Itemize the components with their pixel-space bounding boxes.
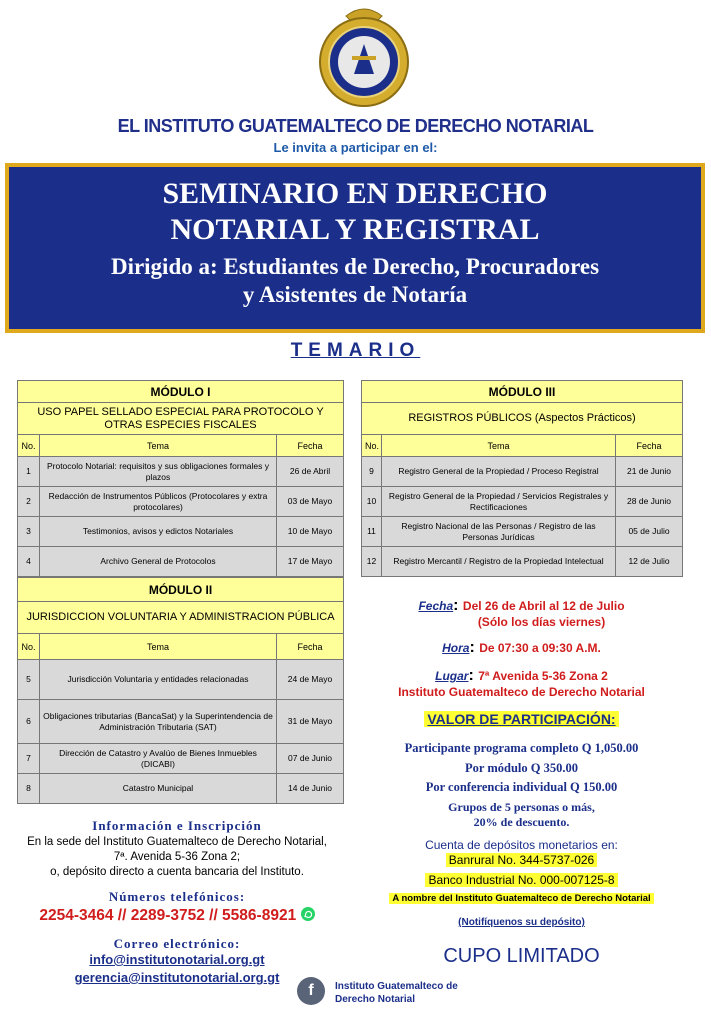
fecha-label: Fecha xyxy=(418,599,454,613)
row-tema: Registro General de la Propiedad / Servicios Registrales y Rectificaciones xyxy=(382,487,616,517)
bank-1 xyxy=(361,853,682,867)
module-title: MÓDULO III xyxy=(362,381,683,403)
lugar-label: Lugar xyxy=(435,669,469,683)
row-no: 3 xyxy=(18,517,40,547)
lugar-value: 7ª Avenida 5-36 Zona 2 xyxy=(478,669,608,683)
phones-row xyxy=(17,907,337,925)
whatsapp-icon xyxy=(301,907,315,921)
row-tema: Jurisdicción Voluntaria y entidades relacionadas xyxy=(40,660,277,700)
row-tema: Obligaciones tributarias (BancaSat) y la Superintendencia de Administración Tributaria (SAT) xyxy=(40,700,277,744)
email-2[interactable]: gerencia@institutonotarial.org.gt xyxy=(74,970,280,985)
info-title: Información e Inscripción xyxy=(92,818,262,833)
row-no: 7 xyxy=(18,744,40,774)
row-fecha: 17 de Mayo xyxy=(277,547,344,577)
email-1[interactable]: info@institutonotarial.org.gt xyxy=(89,952,265,967)
table-row xyxy=(18,744,344,774)
bank-2 xyxy=(361,873,682,887)
row-fecha: 26 de Abril xyxy=(277,457,344,487)
row-no: 12 xyxy=(362,547,382,577)
row-fecha: 03 de Mayo xyxy=(277,487,344,517)
fecha-block: Fecha: Del 26 de Abril al 12 de Julio (Sólo los días viernes) xyxy=(361,597,682,629)
price-module: Por módulo Q 350.00 xyxy=(465,761,578,775)
row-fecha: 10 de Mayo xyxy=(277,517,344,547)
table-row xyxy=(362,487,683,517)
module-subtitle: USO PAPEL SELLADO ESPECIAL PARA PROTOCOLO Y OTRAS ESPECIES FISCALES xyxy=(18,403,344,435)
lugar-place: Instituto Guatemalteco de Derecho Notarial xyxy=(398,685,645,699)
row-no: 9 xyxy=(362,457,382,487)
temario-heading: TEMARIO xyxy=(290,340,421,361)
table-row xyxy=(18,547,344,577)
row-tema: Catastro Municipal xyxy=(40,774,277,804)
banner-line-1: SEMINARIO EN DERECHO xyxy=(162,177,548,210)
module-1-table xyxy=(17,380,344,577)
row-fecha: 31 de Mayo xyxy=(277,700,344,744)
bank-holder-text: A nombre del Instituto Guatemalteco de Derecho Notarial xyxy=(389,893,653,904)
row-fecha: 24 de Mayo xyxy=(277,660,344,700)
row-tema: Protocolo Notarial: requisitos y sus obligaciones formales y plazos xyxy=(40,457,277,487)
info-line-1: En la sede del Instituto Guatemalteco de Derecho Notarial, xyxy=(27,836,327,848)
row-tema: Redacción de Instrumentos Públicos (Protocolares y extra protocolares) xyxy=(40,487,277,517)
row-tema: Testimonios, avisos y edictos Notariales xyxy=(40,517,277,547)
fecha-note: (Sólo los días viernes) xyxy=(477,615,606,629)
table-row xyxy=(362,547,683,577)
invite-text: Le invita a participar en el: xyxy=(273,140,438,155)
valor-title xyxy=(361,711,682,727)
bank-2-text: Banco Industrial No. 000-007125-8 xyxy=(425,873,617,887)
banner-line-4: y Asistentes de Notaría xyxy=(242,282,468,307)
row-fecha: 07 de Junio xyxy=(277,744,344,774)
module-subtitle: REGISTROS PÚBLICOS (Aspectos Prácticos) xyxy=(362,403,683,435)
col-fecha: Fecha xyxy=(277,634,344,660)
table-row xyxy=(362,517,683,547)
facebook-line-2: Derecho Notarial xyxy=(335,994,416,1005)
bank-1-text: Banrural No. 344-5737-026 xyxy=(446,853,597,867)
row-fecha: 21 de Junio xyxy=(616,457,683,487)
col-no: No. xyxy=(362,435,382,457)
banner-line-3: Dirigido a: Estudiantes de Derecho, Procuradores xyxy=(110,254,600,279)
col-tema: Tema xyxy=(382,435,616,457)
table-row xyxy=(18,487,344,517)
price-full: Participante programa completo Q 1,050.00 xyxy=(404,741,639,755)
groups-line-1: Grupos de 5 personas o más, xyxy=(448,800,595,814)
notify-text: (Notifíquenos su depósito) xyxy=(458,917,585,928)
row-no: 8 xyxy=(18,774,40,804)
row-no: 1 xyxy=(18,457,40,487)
cupo-limitado: CUPO LIMITADO xyxy=(443,945,600,967)
row-no: 11 xyxy=(362,517,382,547)
seminar-banner xyxy=(5,163,705,333)
row-tema: Registro Mercantil / Registro de la Propiedad Intelectual xyxy=(382,547,616,577)
row-tema: Archivo General de Protocolos xyxy=(40,547,277,577)
module-3-table xyxy=(361,380,683,577)
row-no: 10 xyxy=(362,487,382,517)
col-fecha: Fecha xyxy=(277,435,344,457)
module-2-table xyxy=(17,577,344,804)
col-fecha: Fecha xyxy=(616,435,683,457)
table-row xyxy=(18,700,344,744)
row-fecha: 12 de Julio xyxy=(616,547,683,577)
bank-holder xyxy=(361,893,682,904)
row-no: 2 xyxy=(18,487,40,517)
info-line-3: o, depósito directo a cuenta bancaria del Instituto. xyxy=(50,866,304,878)
row-no: 6 xyxy=(18,700,40,744)
info-line-2: 7ª. Avenida 5-36 Zona 2; xyxy=(113,851,241,863)
phones-text: 2254-3464 // 2289-3752 // 5586-8921 xyxy=(39,907,297,924)
row-fecha: 28 de Junio xyxy=(616,487,683,517)
banner-line-2: NOTARIAL Y REGISTRAL xyxy=(170,213,540,246)
hora-value: De 07:30 a 09:30 A.M. xyxy=(479,641,601,655)
module-title: MÓDULO II xyxy=(18,578,344,602)
facebook-line-1: Instituto Guatemalteco de xyxy=(335,981,458,992)
phones-title: Números telefónicos: xyxy=(108,889,246,904)
row-tema: Registro Nacional de las Personas / Registro de las Personas Jurídicas xyxy=(382,517,616,547)
institute-title: EL INSTITUTO GUATEMALTECO DE DERECHO NOTARIAL xyxy=(117,116,594,136)
row-no: 5 xyxy=(18,660,40,700)
col-no: No. xyxy=(18,435,40,457)
col-tema: Tema xyxy=(40,435,277,457)
row-fecha: 05 de Julio xyxy=(616,517,683,547)
hora-block: Hora: De 07:30 a 09:30 A.M. xyxy=(442,639,601,656)
price-conference: Por conferencia individual Q 150.00 xyxy=(425,780,618,794)
fecha-value: Del 26 de Abril al 12 de Julio xyxy=(462,599,625,613)
row-fecha: 14 de Junio xyxy=(277,774,344,804)
col-no: No. xyxy=(18,634,40,660)
row-tema: Dirección de Catastro y Avalúo de Bienes Inmuebles (DICABI) xyxy=(40,744,277,774)
module-subtitle: JURISDICCION VOLUNTARIA Y ADMINISTRACION PÚBLICA xyxy=(18,602,344,634)
table-row xyxy=(18,457,344,487)
table-row xyxy=(18,660,344,700)
row-no: 4 xyxy=(18,547,40,577)
row-tema: Registro General de la Propiedad / Proceso Registral xyxy=(382,457,616,487)
lugar-block: Lugar: 7ª Avenida 5-36 Zona 2 Instituto Guatemalteco de Derecho Notarial xyxy=(361,667,682,699)
facebook-label xyxy=(335,980,535,1006)
email-title: Correo electrónico: xyxy=(113,936,241,951)
table-row xyxy=(18,517,344,547)
valor-title-text: VALOR DE PARTICIPACIÓN: xyxy=(424,711,618,727)
hora-label: Hora xyxy=(442,641,470,655)
groups-line-2: 20% de descuento. xyxy=(473,815,570,829)
module-title: MÓDULO I xyxy=(18,381,344,403)
table-row xyxy=(362,457,683,487)
cuenta-text: Cuenta de depósitos monetarios en: xyxy=(425,838,618,852)
institute-seal-logo xyxy=(316,4,412,110)
table-row xyxy=(18,774,344,804)
facebook-icon[interactable]: f xyxy=(297,977,325,1005)
col-tema: Tema xyxy=(40,634,277,660)
